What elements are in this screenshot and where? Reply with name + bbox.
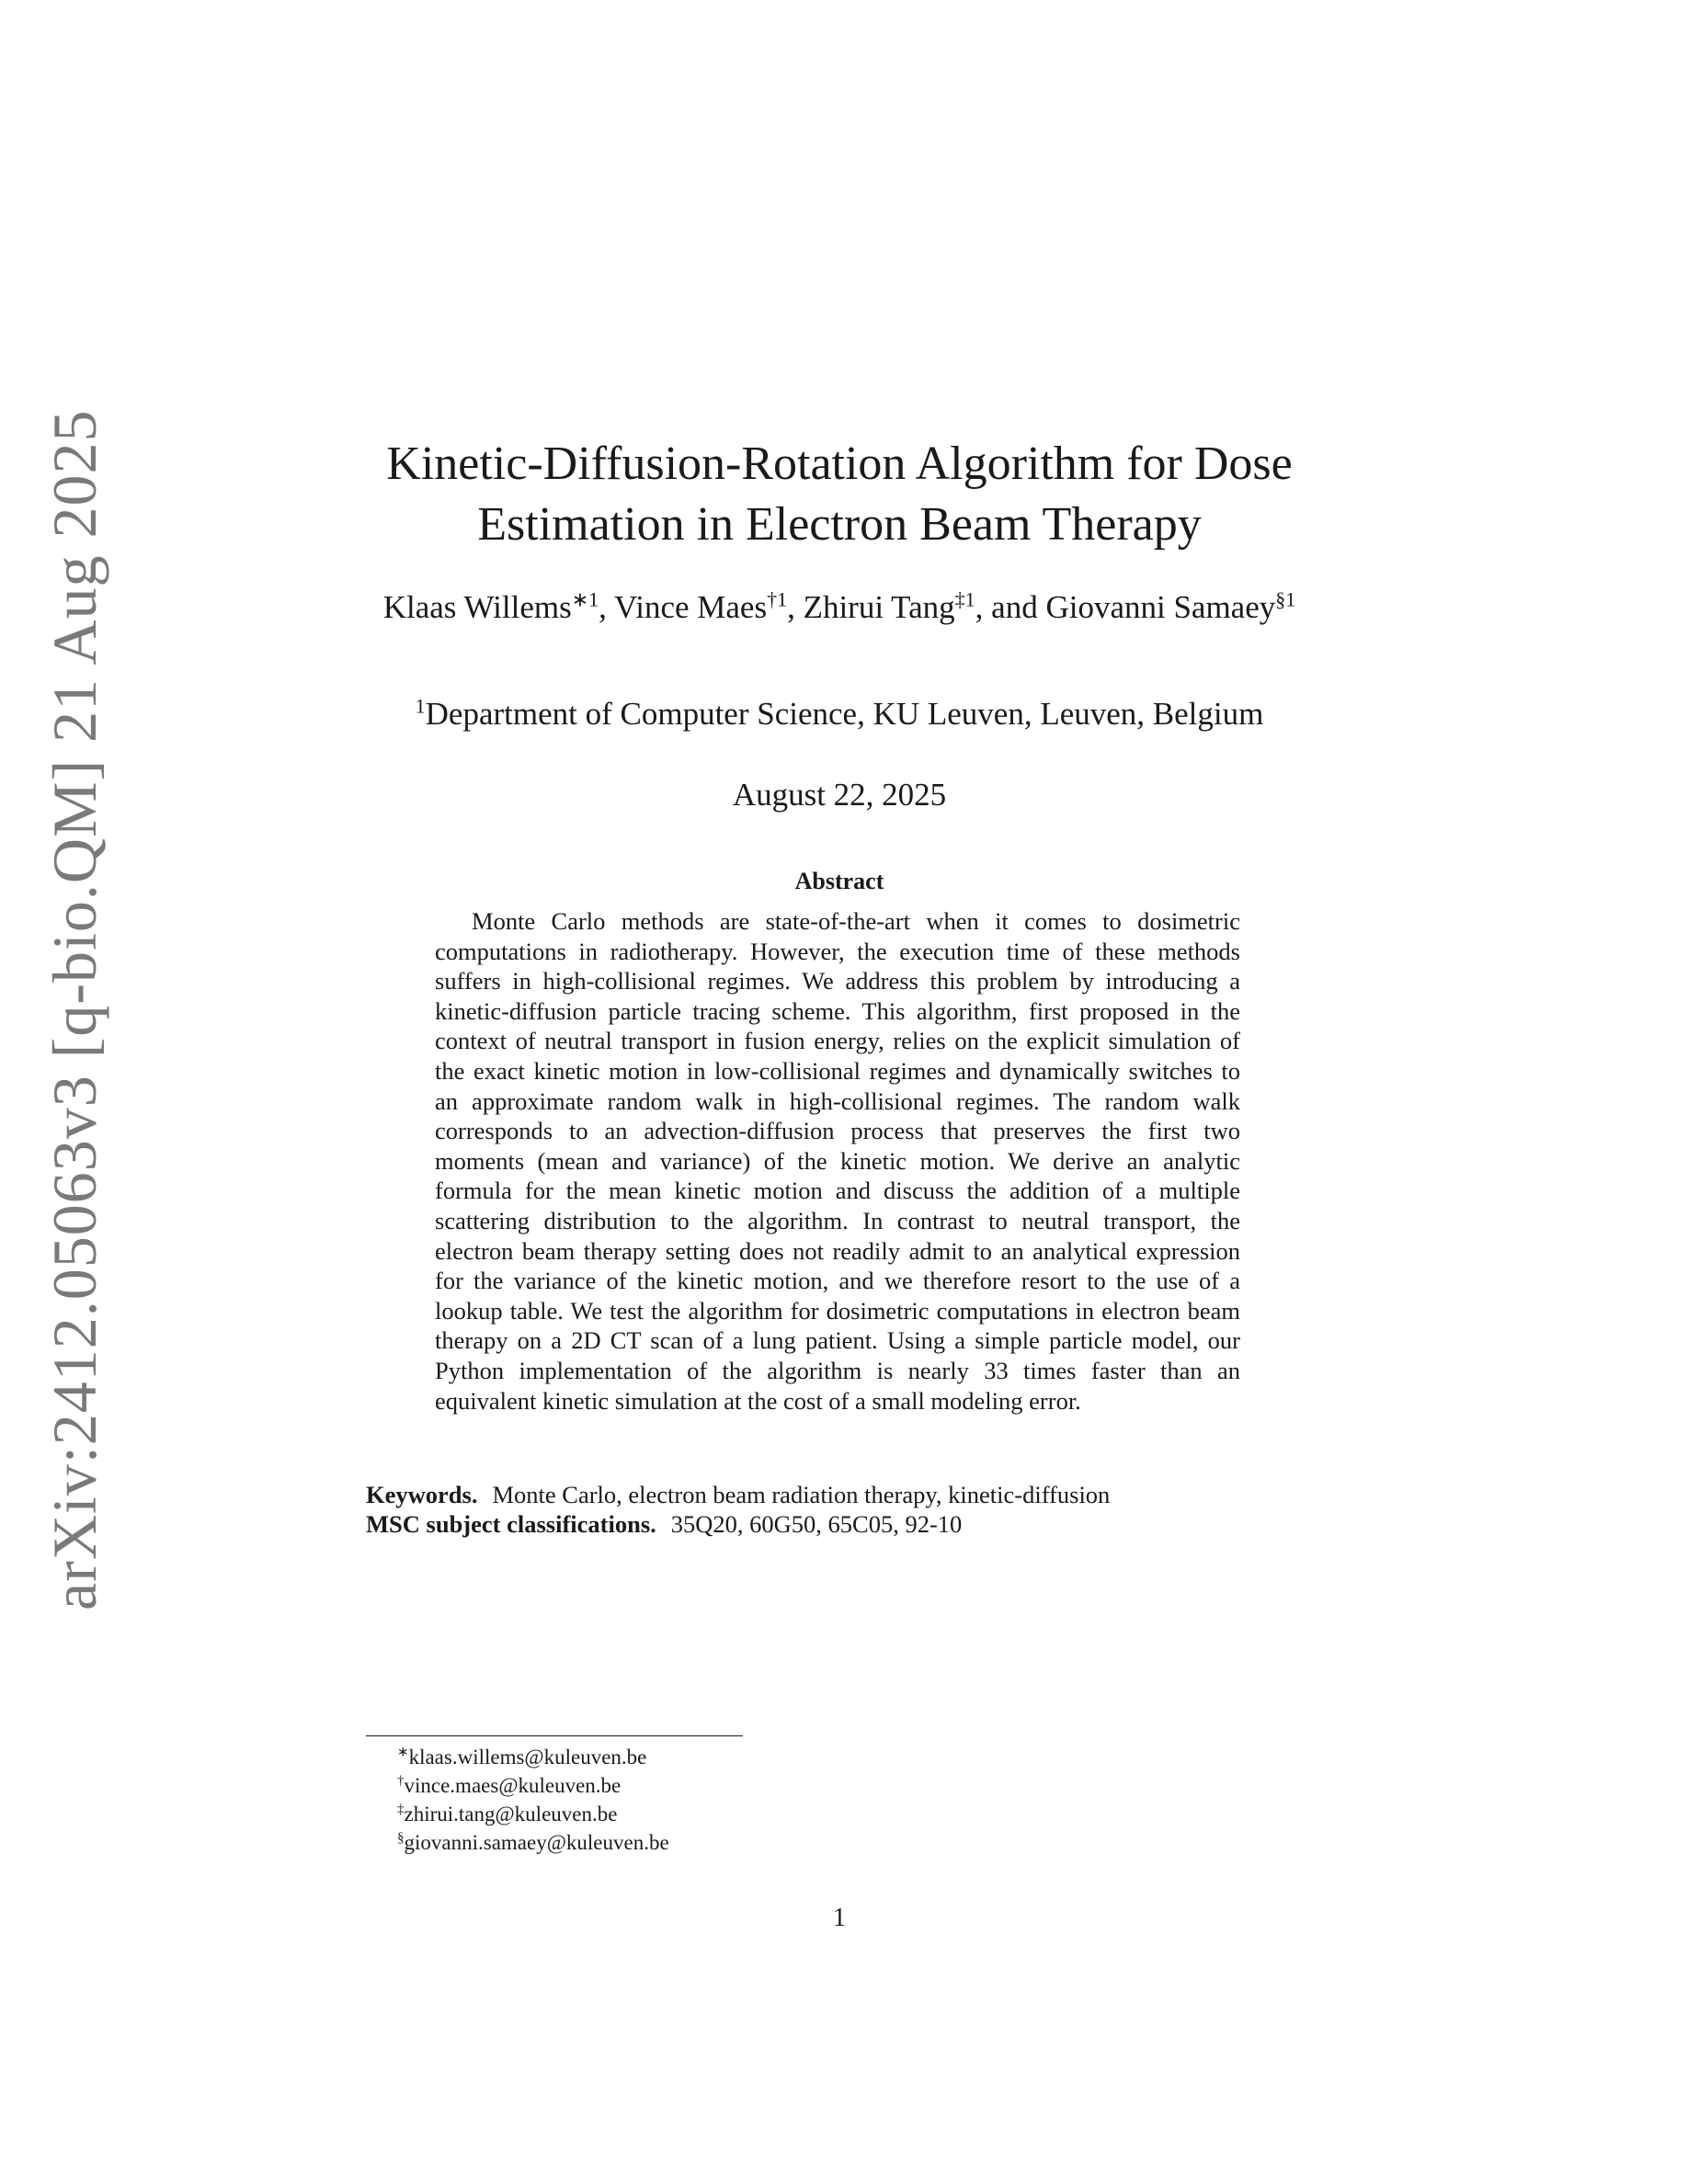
author-name: Zhirui Tang	[803, 589, 955, 625]
title-line-1: Kinetic-Diffusion-Rotation Algorithm for Dose	[386, 438, 1293, 490]
paper-date: August 22, 2025	[732, 777, 947, 813]
footnote-email: zhirui.tang@kuleuven.be	[404, 1803, 618, 1826]
affiliation-mark: 1	[415, 694, 426, 718]
msc-value: 35Q20, 60G50, 65C05, 92-10	[670, 1510, 963, 1538]
author-name: Klaas Willems	[382, 589, 572, 625]
author-separator: ,	[599, 589, 615, 625]
author-separator: ,	[787, 589, 804, 625]
footnote-item	[397, 1771, 949, 1800]
author-footnote-mark: ∗1	[571, 587, 599, 611]
msc-label: MSC subject classifications.	[366, 1510, 656, 1538]
abstract-heading: Abstract	[794, 868, 884, 894]
footnote-mark: ∗	[397, 1745, 409, 1760]
author-list	[276, 588, 1403, 627]
page-number: 1	[833, 1904, 846, 1932]
footnote-divider	[366, 1735, 743, 1736]
keywords-value: Monte Carlo, electron beam radiation therapy, kinetic-diffusion	[492, 1481, 1111, 1508]
paper-title	[276, 434, 1403, 555]
footnote-mark: †	[397, 1773, 405, 1789]
footnote-email: giovanni.samaey@kuleuven.be	[404, 1831, 669, 1854]
author-name: Vince Maes	[614, 589, 768, 625]
footnote-email: vince.maes@kuleuven.be	[404, 1774, 622, 1797]
author-separator: , and	[975, 589, 1046, 625]
author-name: Giovanni Samaey	[1045, 589, 1276, 625]
footnote-email: klaas.willems@kuleuven.be	[408, 1746, 647, 1769]
footnote-item	[397, 1743, 949, 1771]
author-footnote-mark: ‡1	[954, 587, 975, 611]
author-footnote-mark: §1	[1275, 587, 1296, 611]
keywords-block	[366, 1480, 1322, 1539]
footnote-item	[397, 1800, 949, 1828]
arxiv-identifier-watermark: arXiv:2412.05063v3 [q-bio.QM] 21 Aug 2025	[40, 409, 109, 1610]
keywords-line	[366, 1480, 1322, 1509]
abstract-text: Monte Carlo methods are state-of-the-art when it comes to dosimetric computations in radiotherapy. However, the execution time of these methods suffers in high-collisional regimes. We address this problem by introducing a kinetic-diffusion particle tracing scheme. This algorithm, first proposed in the context of neutral transport in fusion energy, relies on the explicit simulation of the exact kinetic motion in low-collisional regimes and dynamically switches to an approximate random walk in high-collisional regimes. The random walk corresponds to an advection-diffusion process that preserves the first two moments (mean and variance) of the kinetic motion. We derive an analytic formula for the mean kinetic motion and discuss the addition of a multiple scattering distribution to the algorithm. In contrast to neutral transport, the electron beam therapy setting does not readily admit to an analytical expression for the variance of the kinetic motion, and we therefore resort to the use of a lookup table. We test the algorithm for dosimetric computations in electron beam therapy on a 2D CT scan of a lung patient. Using a simple particle model, our Python implementation of the algorithm is nearly 33 times faster than an equivalent kinetic simulation at the cost of a small modeling error.	[435, 907, 1240, 1415]
keywords-label: Keywords.	[366, 1481, 478, 1508]
footnote-mark: §	[397, 1830, 405, 1846]
footnote-item	[397, 1828, 949, 1857]
affiliation	[276, 695, 1403, 734]
author-footnote-mark: †1	[767, 587, 788, 611]
footnotes	[397, 1743, 949, 1857]
affiliation-text: Department of Computer Science, KU Leuven, Leuven, Belgium	[425, 696, 1264, 732]
title-line-2: Estimation in Electron Beam Therapy	[477, 498, 1202, 551]
footnote-mark: ‡	[397, 1802, 405, 1817]
msc-line	[366, 1509, 1322, 1539]
